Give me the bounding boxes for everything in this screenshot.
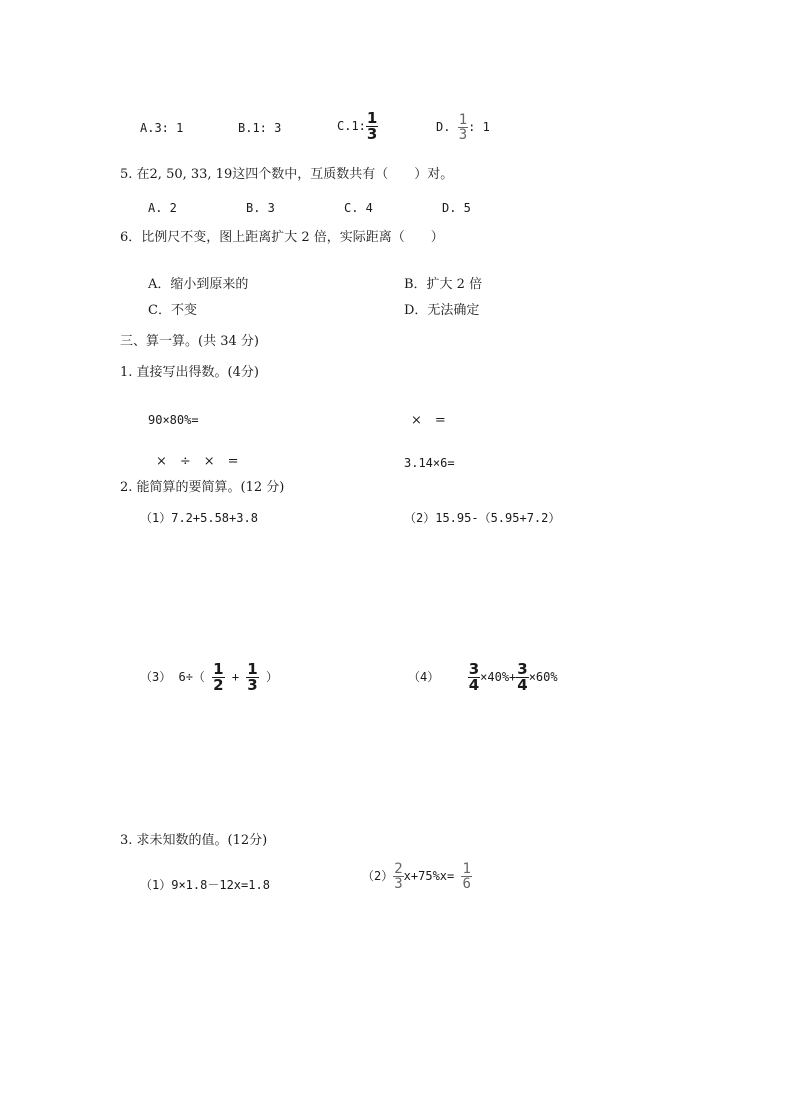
q6-option-d: D．无法确定 bbox=[404, 303, 480, 318]
fraction-numerator: 1 bbox=[458, 112, 468, 128]
fraction-numerator: 1 bbox=[462, 861, 471, 877]
oral-calc-3: × ÷ × = bbox=[156, 454, 239, 469]
fraction-three-quarters-2 bbox=[516, 662, 528, 693]
simplify-3-post: ） bbox=[265, 670, 278, 684]
fraction-denominator: 6 bbox=[462, 876, 471, 892]
fraction-numerator: 1 bbox=[213, 660, 224, 678]
q6-option-c: C．不变 bbox=[148, 303, 197, 318]
fraction-numerator: 2 bbox=[394, 861, 403, 877]
q5-option-d: D. 5 bbox=[442, 201, 471, 215]
fraction-denominator: 3 bbox=[458, 127, 468, 143]
q5-option-c: C. 4 bbox=[344, 201, 373, 215]
fraction-numerator: 3 bbox=[468, 660, 480, 678]
fraction-one-sixth bbox=[461, 862, 471, 891]
fraction-three-quarters-1 bbox=[468, 662, 480, 693]
fraction-one-third bbox=[246, 662, 258, 693]
oral-calc-4: 3.14×6= bbox=[404, 456, 455, 470]
section-3-heading: 三、算一算。(共 34 分) bbox=[120, 334, 259, 349]
q4-option-d-fraction bbox=[458, 113, 468, 142]
equation-2-mid: x+75%x= bbox=[403, 869, 455, 883]
q5-option-b: B. 3 bbox=[246, 201, 275, 215]
q5-option-a: A. 2 bbox=[148, 201, 177, 215]
fraction-denominator: 2 bbox=[213, 676, 224, 694]
simplify-4-mid: ×40%+ bbox=[480, 670, 517, 684]
equation-2 bbox=[362, 862, 472, 891]
q5-stem: 5. 在2, 50, 33, 19这四个数中，互质数共有（ ）对。 bbox=[120, 167, 454, 182]
q4-option-c-prefix: C.1: bbox=[337, 119, 366, 133]
part-3-title: 3. 求未知数的值。(12分) bbox=[120, 833, 268, 848]
fraction-denominator: 3 bbox=[366, 125, 378, 143]
q4-option-c-fraction bbox=[366, 111, 378, 142]
q6-stem: 6．比例尺不变，图上距离扩大 2 倍，实际距离（ ） bbox=[120, 230, 444, 245]
simplify-2: （2）15.95-（5.95+7.2） bbox=[404, 511, 561, 525]
fraction-two-thirds bbox=[393, 862, 403, 891]
q6-option-a: A．缩小到原来的 bbox=[148, 277, 249, 292]
q4-option-d bbox=[436, 113, 490, 142]
simplify-3 bbox=[140, 662, 278, 693]
q4-option-d-prefix: D. bbox=[436, 120, 451, 134]
oral-calc-2: × = bbox=[411, 413, 446, 428]
equation-1: （1）9×1.8－12x=1.8 bbox=[140, 878, 270, 892]
fraction-numerator: 1 bbox=[366, 109, 378, 127]
q4-option-a: A.3: 1 bbox=[140, 121, 184, 135]
fraction-numerator: 3 bbox=[517, 660, 528, 678]
fraction-denominator: 3 bbox=[247, 676, 258, 694]
fraction-denominator: 3 bbox=[394, 876, 403, 892]
fraction-one-half bbox=[212, 662, 224, 693]
q4-option-b: B.1: 3 bbox=[238, 121, 282, 135]
equation-2-label: （2） bbox=[362, 869, 394, 883]
simplify-1: （1）7.2+5.58+3.8 bbox=[140, 511, 258, 525]
fraction-denominator: 4 bbox=[468, 676, 480, 694]
q6-option-b: B．扩大 2 倍 bbox=[404, 277, 483, 292]
simplify-3-label: （3） bbox=[140, 670, 172, 684]
simplify-4 bbox=[408, 662, 558, 693]
plus-sign: + bbox=[231, 670, 240, 684]
part-2-title: 2. 能简算的要简算。(12 分) bbox=[120, 480, 285, 495]
oral-calc-1: 90×80%= bbox=[148, 413, 199, 427]
simplify-4-post: ×60% bbox=[528, 670, 558, 684]
q4-option-d-suffix: : 1 bbox=[468, 120, 490, 134]
fraction-numerator: 1 bbox=[247, 660, 258, 678]
part-1-title: 1. 直接写出得数。(4分) bbox=[120, 365, 259, 380]
simplify-4-label: （4） bbox=[408, 670, 440, 684]
fraction-denominator: 4 bbox=[517, 676, 528, 694]
simplify-3-pre: 6÷（ bbox=[178, 670, 205, 684]
q4-option-c bbox=[337, 111, 378, 142]
